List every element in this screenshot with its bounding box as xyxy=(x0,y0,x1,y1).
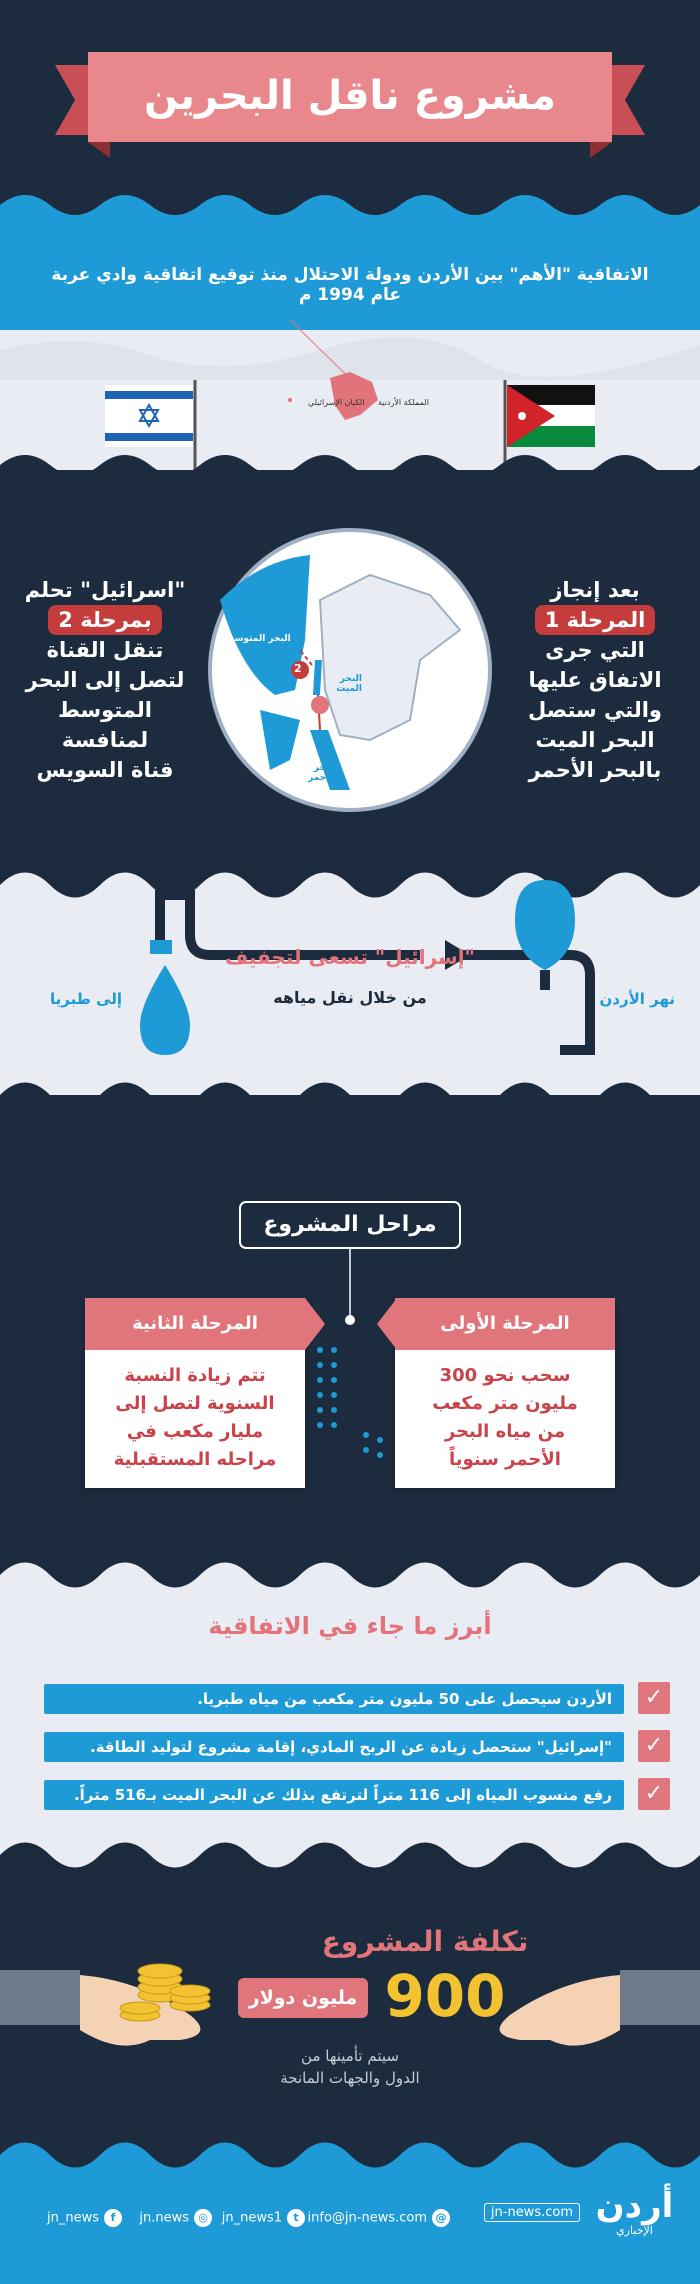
footer-twitter[interactable] xyxy=(222,2209,305,2227)
pipe-headline-text: "إسرائيل" تسعى لتجفيف xyxy=(225,945,475,969)
map-label-med: البحر المتوسط xyxy=(225,634,291,644)
phase1-line-before: بعد إنجاز xyxy=(550,578,640,602)
footer-facebook[interactable] xyxy=(47,2209,122,2227)
phase2-text xyxy=(20,575,190,785)
check-icon: ✓ xyxy=(638,1778,670,1810)
region-map xyxy=(200,520,500,820)
footer-facebook-text: jn_news xyxy=(47,2210,99,2226)
phase2-line1: "اسرائيل" تحلم xyxy=(24,578,186,602)
check-icon: ✓ xyxy=(638,1730,670,1762)
highlights-bg xyxy=(0,1545,700,1885)
footer-instagram[interactable] xyxy=(139,2209,212,2227)
intro-text: الاتفاقية "الأهم" بين الأردن ودولة الاحتلال منذ توقيع اتفاقية وادي عربة عام 1994 م xyxy=(51,265,649,305)
cost-title: تكلفة المشروع xyxy=(321,1925,529,1958)
stage-first-line: من مياه البحر xyxy=(444,1421,566,1442)
map-label-jordan: المملكة الأردنية xyxy=(378,398,429,407)
logo-text: أردن xyxy=(595,2186,674,2226)
stage-first-body xyxy=(405,1362,605,1474)
highlight-item: الأردن سيحصل على 50 مليون متر مكعب من مياه طبريا. xyxy=(44,1684,624,1714)
cost-note-line: الدول والجهات المانحة xyxy=(280,2069,420,2087)
highlight-item: "إسرائيل" ستحصل زيادة عن الربح المادي، إقامة مشروع لتوليد الطاقة. xyxy=(44,1732,624,1762)
stage-first-line: سحب نحو 300 xyxy=(439,1365,571,1386)
map-num-1: 1 xyxy=(294,697,302,710)
phase2-line-b: لتصل إلى البحر xyxy=(25,668,185,692)
footer-twitter-text: jn_news1 xyxy=(221,2210,282,2226)
pipe-left-label: إلى طبريا xyxy=(50,990,123,1008)
stage-first-card xyxy=(395,1298,615,1488)
cost-number: 900 xyxy=(384,1962,506,2030)
stage-first-arrow xyxy=(377,1298,397,1350)
cost-note xyxy=(250,2045,450,2089)
phase1-text xyxy=(520,575,670,785)
stage-second-line: مليار مكعب في xyxy=(126,1421,264,1442)
footer-logo xyxy=(587,2188,682,2237)
logo-sub: الإخباري xyxy=(616,2224,653,2237)
check-icon: ✓ xyxy=(638,1682,670,1714)
cost-unit: مليون دولار xyxy=(238,1978,368,2018)
stages-title: مراحل المشروع xyxy=(263,1212,437,1237)
stage-second-line: تتم زيادة النسبة xyxy=(124,1365,266,1386)
phase2-line-d: لمنافسة xyxy=(61,728,149,752)
footer-email-text: info@jn-news.com xyxy=(307,2210,427,2226)
pipe-middle-text: من خلال نقل مياهه xyxy=(273,988,427,1007)
phase2-line-e: قناة السويس xyxy=(36,758,174,782)
highlights-title xyxy=(0,1612,700,1640)
twitter-icon: t xyxy=(287,2209,305,2227)
stage-second-arrow xyxy=(305,1298,325,1350)
phase2-line-a: تنقل القناة xyxy=(46,638,164,662)
phase1-line-d: البحر الميت xyxy=(535,728,655,752)
highlight-item: رفع منسوب المياه إلى 116 متراً لترتفع بذلك عن البحر الميت بـ516 متراً. xyxy=(44,1780,624,1810)
facebook-icon: f xyxy=(104,2209,122,2227)
stage-second-line: مراحله المستقبلية xyxy=(113,1449,277,1470)
phase1-line-c: والتي ستصل xyxy=(528,698,662,722)
pipe-headline xyxy=(0,945,700,969)
footer-instagram-text: jn.news xyxy=(139,2210,189,2226)
stage-second-line: السنوية لتصل إلى xyxy=(115,1393,275,1414)
stage-first-line: مليون متر مكعب xyxy=(432,1393,578,1414)
cost-note-line: سيتم تأمينها من xyxy=(301,2047,399,2065)
map-label-dead: البحر الميت xyxy=(336,674,362,694)
stage-first-line: الأحمر سنوياً xyxy=(449,1449,561,1470)
phase1-line-b: الاتفاق عليها xyxy=(528,668,662,692)
pipe-right-label: نهر الأردن xyxy=(599,990,675,1008)
page-title: مشروع ناقل البحرين xyxy=(143,73,557,119)
title-ribbon xyxy=(80,55,620,145)
phase1-line-a: التي جرى xyxy=(545,638,645,662)
stage-second-head: المرحلة الثانية xyxy=(85,1298,305,1350)
stage-second-card xyxy=(85,1298,305,1488)
highlights-title-text: أبرز ما جاء في الاتفاقية xyxy=(208,1612,492,1640)
footer-site[interactable]: jn-news.com xyxy=(484,2203,580,2222)
map-label-red: البحر الأحمر xyxy=(308,763,336,783)
map-label-israel: الكيان الإسرائيلي xyxy=(308,398,365,407)
map-num-2: 2 xyxy=(294,662,302,675)
phase1-pill: المرحلة 1 xyxy=(535,605,656,635)
instagram-icon: ◎ xyxy=(194,2209,212,2227)
phase2-pill: بمرحلة 2 xyxy=(48,605,161,635)
email-icon: @ xyxy=(432,2209,450,2227)
footer-email[interactable] xyxy=(308,2209,450,2227)
stage-first-head: المرحلة الأولى xyxy=(395,1298,615,1350)
phase1-line-e: بالبحر الأحمر xyxy=(528,758,662,782)
stage-second-body xyxy=(95,1362,295,1474)
phase2-line-c: المتوسط xyxy=(57,698,153,722)
